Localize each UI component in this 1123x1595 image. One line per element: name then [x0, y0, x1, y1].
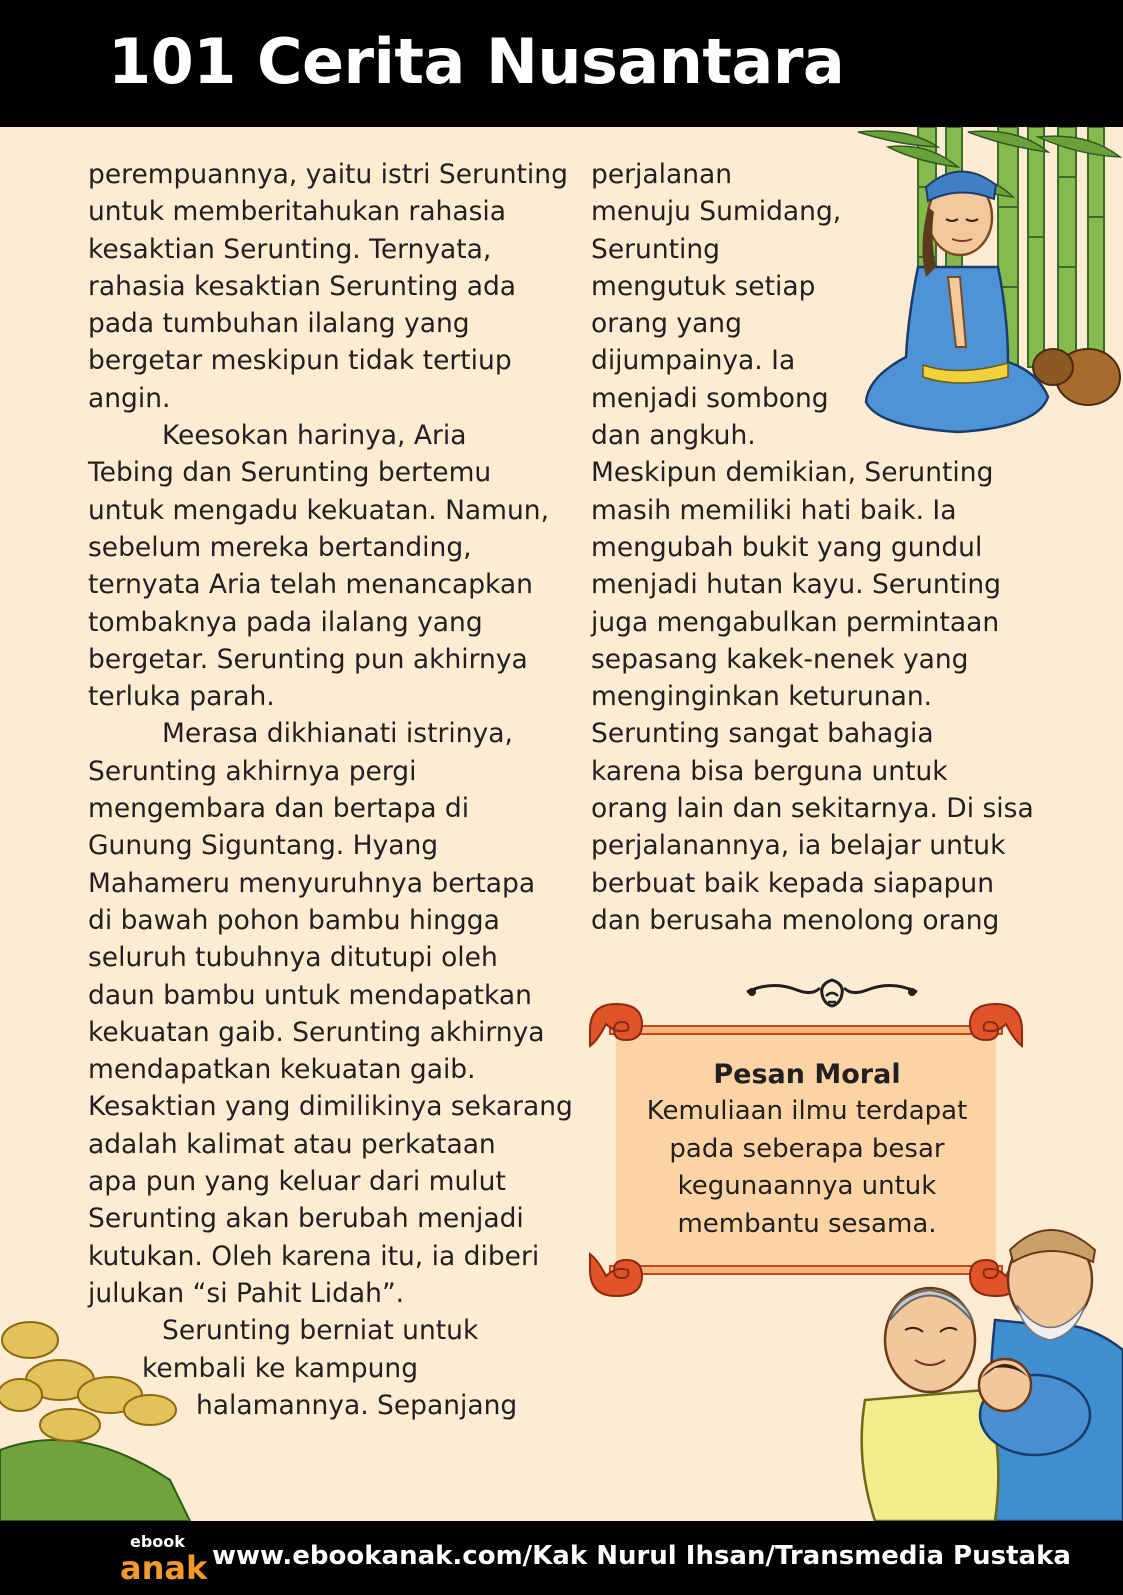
left-text-column [88, 156, 573, 1424]
text-line: Serunting berniat untuk [162, 1315, 479, 1347]
text-line: Mahameru menyuruhnya bertapa [88, 867, 536, 899]
text-line: di bawah pohon bambu hingga [88, 904, 500, 936]
moral-line: membantu sesama. [677, 1208, 937, 1239]
text-line: adalah kalimat atau perkataan [88, 1128, 496, 1160]
text-line: Tebing dan Serunting bertemu [88, 457, 492, 489]
text-line: orang lain dan sekitarnya. Di sisa [591, 793, 1034, 825]
text-line: bergetar. Serunting pun akhirnya [88, 643, 528, 675]
text-line: mengubah bukit yang gundul [591, 531, 983, 563]
text-line: menuju Sumidang, [591, 196, 842, 228]
text-line: orang yang [591, 308, 742, 340]
text-line: kekuatan gaib. Serunting akhirnya [88, 1016, 545, 1048]
text-line: masih memiliki hati baik. Ia [591, 494, 957, 526]
text-line: daun bambu untuk mendapatkan [88, 979, 532, 1011]
text-line: menjadi hutan kayu. Serunting [591, 569, 1001, 601]
text-line: Serunting sangat bahagia [591, 718, 934, 750]
text-line: berbuat baik kepada siapapun [591, 867, 995, 899]
text-line: mengutuk setiap [591, 270, 816, 302]
text-line: kutukan. Oleh karena itu, ia diberi [88, 1240, 540, 1272]
footer-bar [0, 1521, 1123, 1595]
text-line: terluka parah. [88, 681, 275, 713]
text-line: rahasia kesaktian Serunting ada [88, 270, 517, 302]
text-line: perjalanan [591, 159, 733, 190]
text-line: menginginkan keturunan. [591, 681, 933, 713]
svg-text:anak: anak [120, 1549, 208, 1587]
text-line: perjalanannya, ia belajar untuk [591, 830, 1006, 862]
text-line: mendapatkan kekuatan gaib. [88, 1054, 476, 1086]
text-line: Gunung Siguntang. Hyang [88, 830, 439, 862]
header-bar [0, 0, 1123, 127]
text-line: juga mengabulkan permintaan [591, 606, 1000, 638]
text-line: perempuannya, yaitu istri Serunting [88, 159, 568, 190]
moral-line: pada seberapa besar [669, 1133, 945, 1164]
text-line: menjadi sombong [591, 382, 829, 414]
text-line: untuk mengadu kekuatan. Namun, [88, 494, 549, 526]
text-line: sepasang kakek-nenek yang [591, 643, 969, 675]
text-line: sebelum mereka bertanding, [88, 531, 472, 563]
text-line: Merasa dikhianati istrinya, [162, 718, 513, 750]
text-line: angin. [88, 382, 171, 414]
svg-text:ebook: ebook [130, 1532, 185, 1551]
text-line: karena bisa berguna untuk [591, 755, 948, 787]
moral-line: kegunaannya untuk [677, 1171, 937, 1201]
text-line: dan berusaha menolong orang [591, 904, 1000, 936]
moral-line: Kemuliaan ilmu terdapat [646, 1096, 968, 1126]
footer-credit: www.ebookanak.com/Kak Nurul Ihsan/Transmedia Pustaka [212, 1541, 1071, 1571]
hill-illustration [0, 1300, 200, 1521]
text-line: Serunting akan berubah menjadi [88, 1203, 524, 1235]
text-line: ternyata Aria telah menancapkan [88, 569, 533, 601]
text-line: Kesaktian yang dimilikinya sekarang [88, 1091, 573, 1123]
text-line: Meskipun demikian, Serunting [591, 457, 994, 489]
text-line: dan angkuh. [591, 420, 756, 452]
text-line: Serunting [591, 233, 720, 265]
text-line: dijumpainya. Ia [591, 345, 796, 377]
text-line: tombaknya pada ilalang yang [88, 606, 483, 638]
page-title: 101 Cerita Nusantara [108, 25, 845, 98]
text-line: apa pun yang keluar dari mulut [88, 1166, 506, 1198]
text-line: kesaktian Serunting. Ternyata, [88, 233, 492, 265]
moral-title: Pesan Moral [713, 1059, 901, 1090]
text-line: halamannya. Sepanjang [196, 1389, 518, 1421]
text-line: kembali ke kampung [142, 1352, 419, 1384]
text-line: bergetar meskipun tidak tertiup [88, 345, 512, 377]
text-line: seluruh tubuhnya ditutupi oleh [88, 942, 498, 974]
text-line: untuk memberitahukan rahasia [88, 196, 506, 228]
right-text-column [591, 156, 1034, 939]
text-line: Serunting akhirnya pergi [88, 755, 417, 787]
text-line: Keesokan harinya, Aria [162, 420, 467, 452]
text-line: mengembara dan bertapa di [88, 793, 470, 825]
text-line: pada tumbuhan ilalang yang [88, 308, 470, 340]
grandparents-with-baby-illustration [845, 1210, 1123, 1521]
text-line: julukan “si Pahit Lidah”. [88, 1277, 405, 1309]
ebookanak-logo [118, 1531, 208, 1587]
